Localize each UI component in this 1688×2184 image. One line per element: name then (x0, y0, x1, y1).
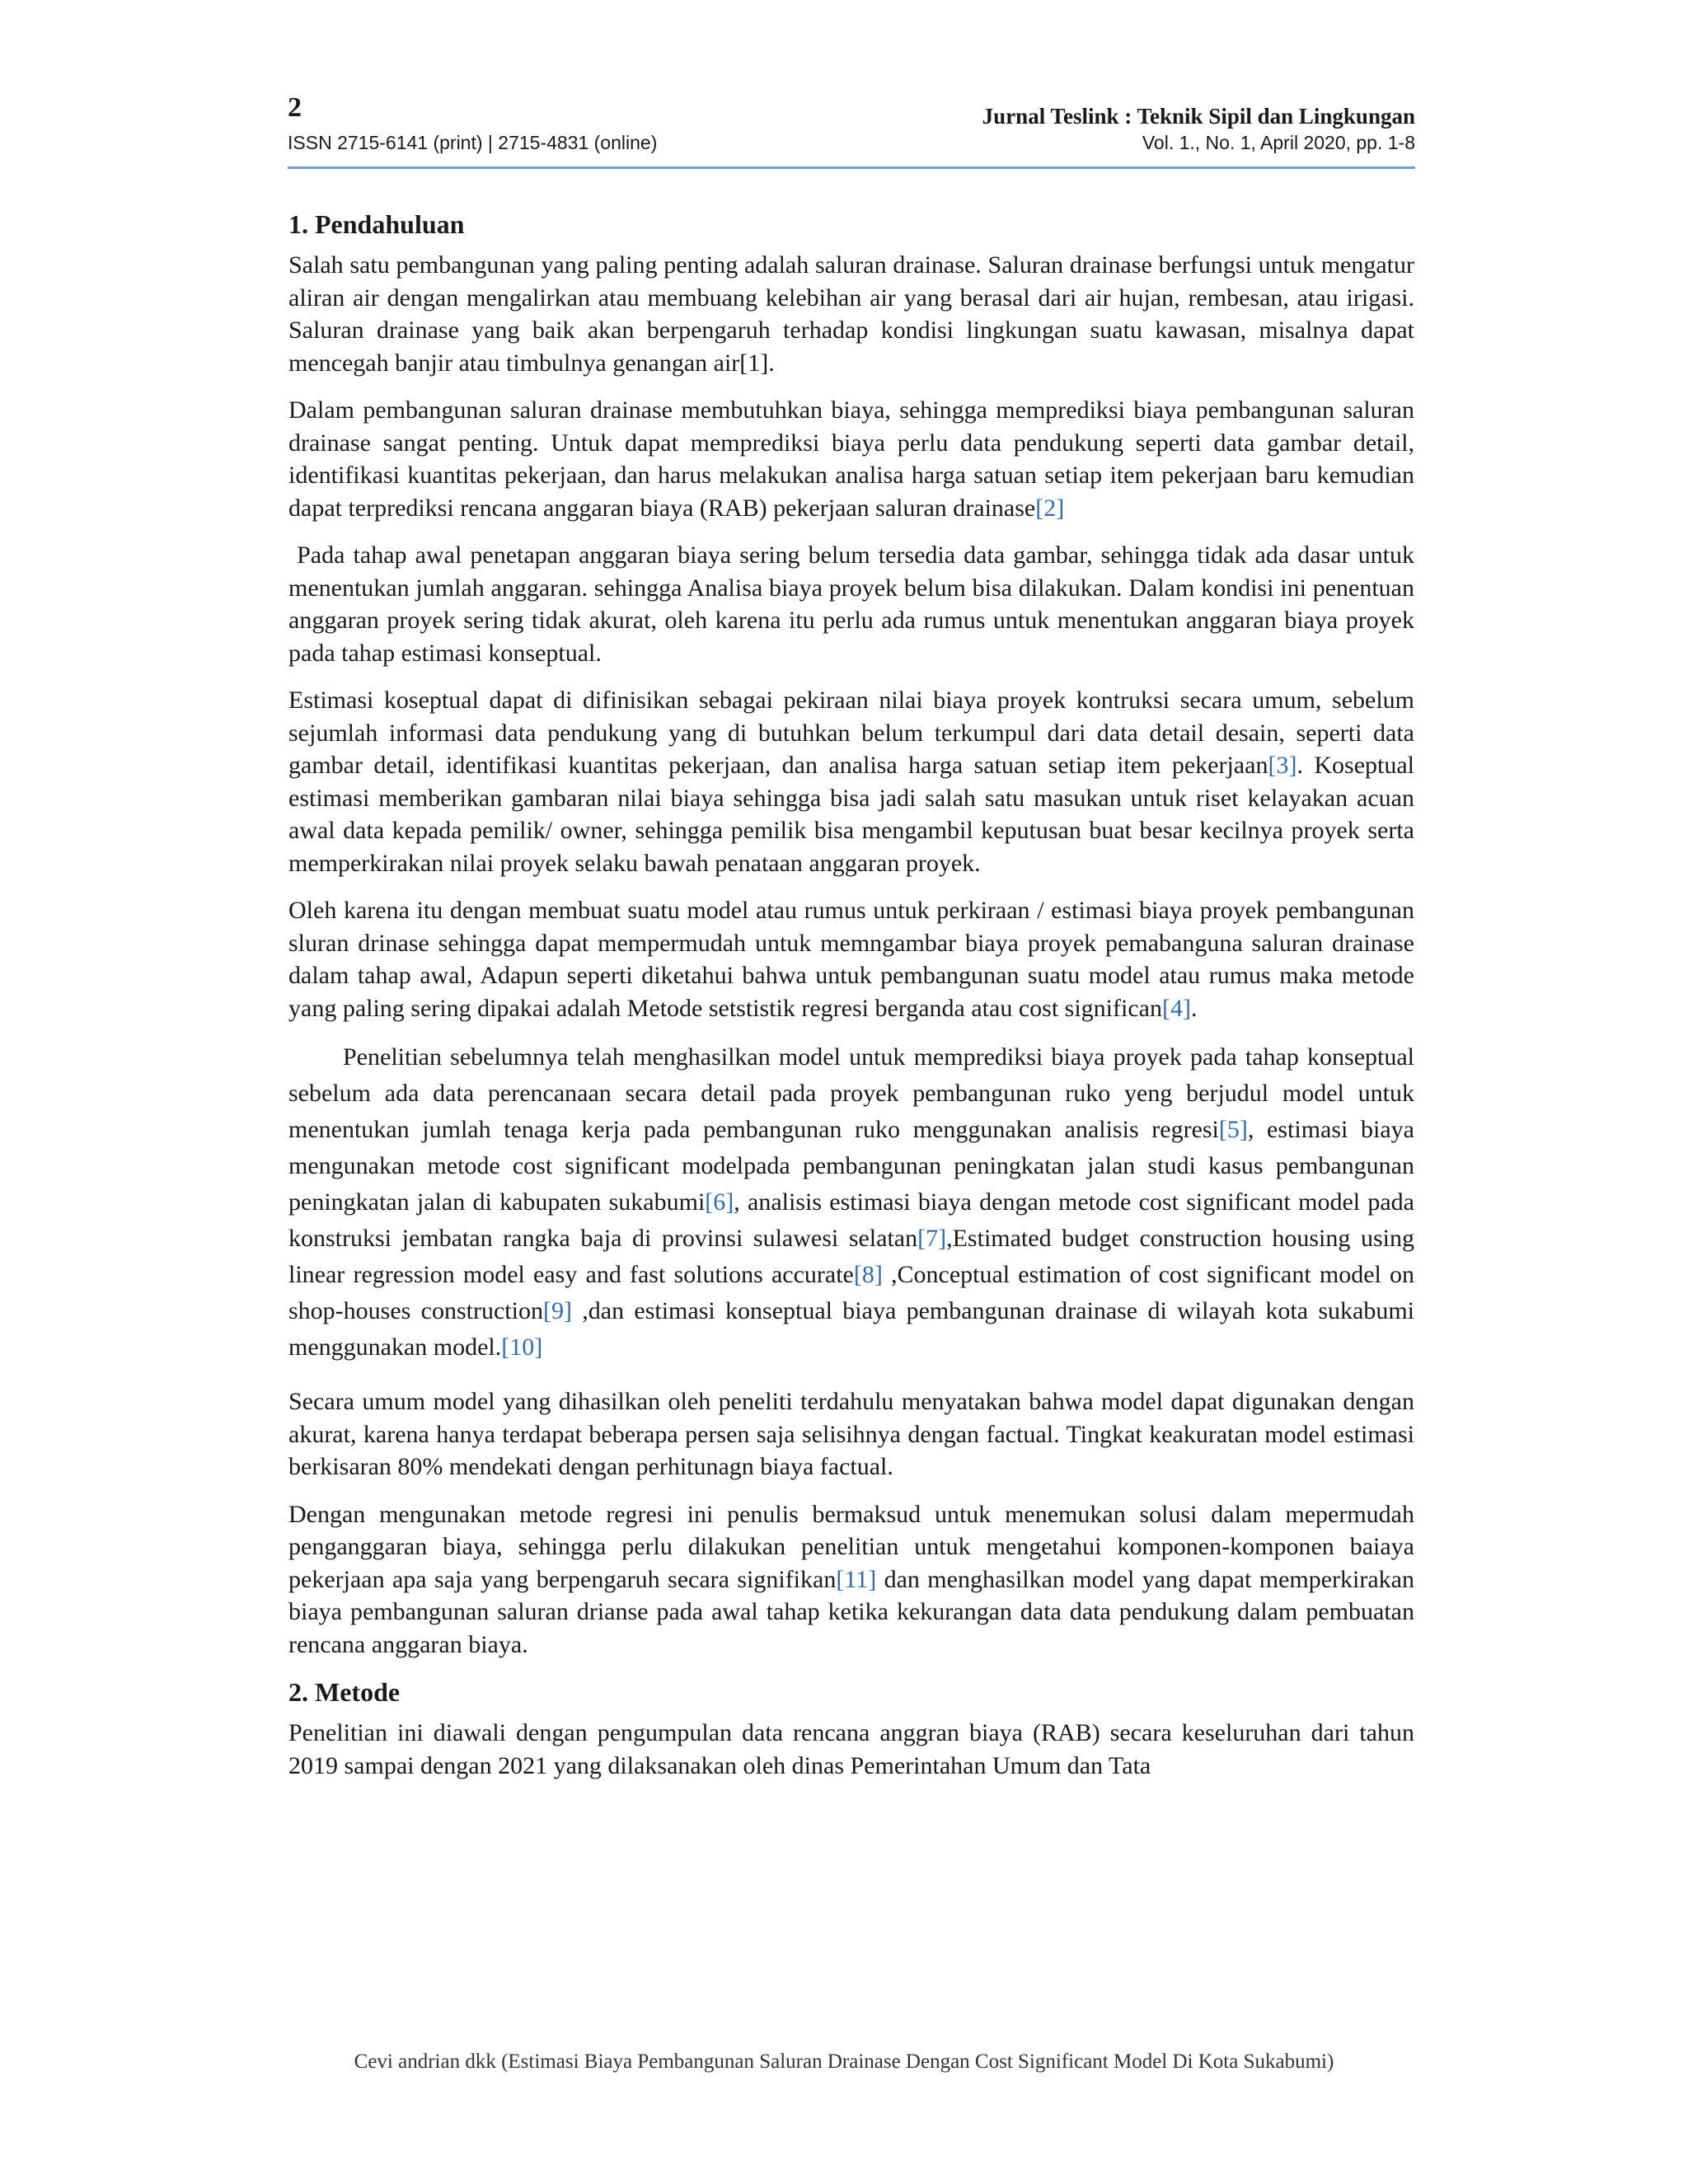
citation-link[interactable]: [7] (917, 1225, 947, 1252)
paragraph-5 (288, 894, 1414, 1024)
citation-link[interactable]: [3] (1268, 752, 1297, 779)
paragraph-9: Penelitian ini diawali dengan pengumpulan data rencana anggran biaya (RAB) secara keseluruhan dari tahun 2019 sampai dengan 2021 yang dilaksanakan oleh dinas Pemerintahan Umum dan Tata (288, 1719, 1414, 1779)
citation-link[interactable]: [9] (542, 1297, 572, 1324)
paragraph-text: Estimasi koseptual dapat di difinisikan sebagai pekiraan nilai biaya proyek kontruksi secara umum, sebelum sejumlah informasi data pendukung yang di butuhkan belum terkumpul dari data detail desain, seperti data gambar detail, identifikasi kuantitas pekerjaan, dan analisa harga satuan setiap item pekerjaan (288, 687, 1414, 779)
citation-link[interactable]: [6] (705, 1188, 734, 1216)
paragraph-3: Pada tahap awal penetapan anggaran biaya sering belum tersedia data gambar, sehingga tidak ada dasar untuk menentukan jumlah anggaran. sehingga Analisa biaya proyek belum bisa dilakukan. Dalam kondisi ini penentuan anggaran proyek sering tidak akurat, oleh karena itu perlu ada rumus untuk menentukan anggaran biaya proyek pada tahap estimasi konseptual. (288, 541, 1421, 667)
paragraph-text: , analisis estimasi biaya dengan metode cost significant model pada konstruksi jembatan rangka baja di provinsi sulawesi selatan (288, 1188, 1414, 1252)
citation-link[interactable]: [5] (1218, 1116, 1248, 1143)
volume-info: Vol. 1., No. 1, April 2020, pp. 1-8 (1142, 132, 1415, 153)
paragraph-1: Salah satu pembangunan yang paling penting adalah saluran drainase. Saluran drainase berfungsi untuk mengatur aliran air dengan mengalirkan atau membuang kelebihan air yang berasal dari air hujan, rembesan, atau irigasi. Saluran drainase yang baik akan berpengaruh terhadap kondisi lingkungan suatu kawasan, misalnya dapat mencegah banjir atau timbulnya genangan air[1]. (288, 251, 1414, 377)
paragraph-text: ,Estimated budget construction housing using linear regression model easy and fast solutions accurate (288, 1225, 1414, 1288)
citation-link[interactable]: [4] (1161, 994, 1191, 1022)
article-body (288, 208, 1421, 1792)
paragraph-text: . Koseptual estimasi memberikan gambaran nilai biaya sehingga bisa jadi salah satu masukan untuk riset kelayakan acuan awal data kepada pemilik/ owner, sehingga pemilik bisa mengambil keputusan buat besar kecilnya proyek serta memperkirakan nilai proyek selaku bawah penataan anggaran proyek. (288, 752, 1415, 877)
section-title-pendahuluan: 1. Pendahuluan (288, 209, 465, 239)
citation-link[interactable]: [11] (836, 1565, 877, 1593)
paragraph-text: dan menghasilkan model yang dapat memperkirakan biaya pembangunan saluran driansе pada awal tahap ketika kekurangan data data pendukung dalam pembuatan rencana anggaran biaya. (288, 1565, 1414, 1658)
citation-link[interactable]: [2] (1035, 494, 1065, 522)
paragraph-text: ,dan estimasi konseptual biaya pembangunan drainase di wilayah kota sukabumi menggunakan model. (288, 1297, 1414, 1361)
paragraph-text: Penelitian sebelumnya telah menghasilkan model untuk memprediksi biaya proyek pada tahap konseptual sebelum ada data perencanaan secara detail pada proyek pembangunan ruko yeng berjudul model untuk menentukan jumlah tenaga kerja pada pembangunan ruko menggunakan analisis regresi (288, 1043, 1414, 1143)
paragraph-text: Dengan mengunakan metode regresi ini penulis bermaksud untuk menemukan solusi dalam mepermudah penganggaran biaya, sehingga perlu dilakukan penelitian untuk mengetahui komponen-komponen baiaya pekerjaan apa saja yang berpengaruh secara signifikan (288, 1500, 1414, 1593)
header-rule (288, 166, 1415, 169)
issn-line: ISSN 2715-6141 (print) | 2715-4831 (online) (288, 132, 658, 153)
paragraph-text: , estimasi biaya mengunakan metode cost significant modelpada pembangunan peningkatan jalan studi kasus pembangunan peningkatan jalan di kabupaten sukabumi (288, 1116, 1414, 1216)
citation-link[interactable]: [8] (853, 1261, 883, 1288)
page-number: 2 (288, 92, 302, 123)
page-footer: Cevi andrian dkk (Estimasi Biaya Pembangunan Saluran Drainase Dengan Cost Significant Model Di Kota Sukabumi) (354, 2050, 1334, 2073)
paragraph-6 (288, 1039, 1414, 1366)
paragraph-4 (288, 684, 1414, 879)
citation-link[interactable]: [10] (501, 1333, 543, 1361)
journal-title: Jurnal Teslink : Teknik Sipil dan Lingkungan (982, 104, 1415, 129)
section-title-metode: 2. Metode (288, 1677, 401, 1707)
paragraph-text: . (1190, 994, 1198, 1022)
paragraph-text: Oleh karena itu dengan membuat suatu model atau rumus untuk perkiraan / estimasi biaya proyek pembangunan sluran drinase sehingga dapat mempermudah untuk memngambar biaya proyek pemabanguna saluran drainase dalam tahap awal, Adapun seperti diketahui bahwa untuk pembangunan suatu model atau rumus maka metode yang paling sering dipakai adalah Metode setstistik regresi berganda atau cost significan (288, 897, 1414, 1022)
paragraph-text: Dalam pembangunan saluran drainase membutuhkan biaya, sehingga memprediksi biaya pembangunan saluran drainase sangat penting. Untuk dapat memprediksi biaya perlu data pendukung seperti data gambar detail, identifikasi kuantitas pekerjaan, dan harus melakukan analisa harga satuan setiap item pekerjaan baru kemudian dapat terprediksi rencana anggaran biaya (RAB) pekerjaan saluran drainase (288, 396, 1414, 522)
paragraph-7: Secara umum model yang dihasilkan oleh peneliti terdahulu menyatakan bahwa model dapat digunakan dengan akurat, karena hanya terdapat beberapa persen saja selisihnya dengan factual. Tingkat keakuratan model estimasi berkisaran 80% mendekati dengan perhitunagn biaya factual. (288, 1388, 1414, 1480)
paragraph-2 (288, 394, 1414, 524)
page-header (288, 92, 1415, 171)
paragraph-text: ,Conceptual estimation of cost significant model on shop-houses construction (288, 1261, 1415, 1324)
paragraph-8 (288, 1498, 1414, 1661)
